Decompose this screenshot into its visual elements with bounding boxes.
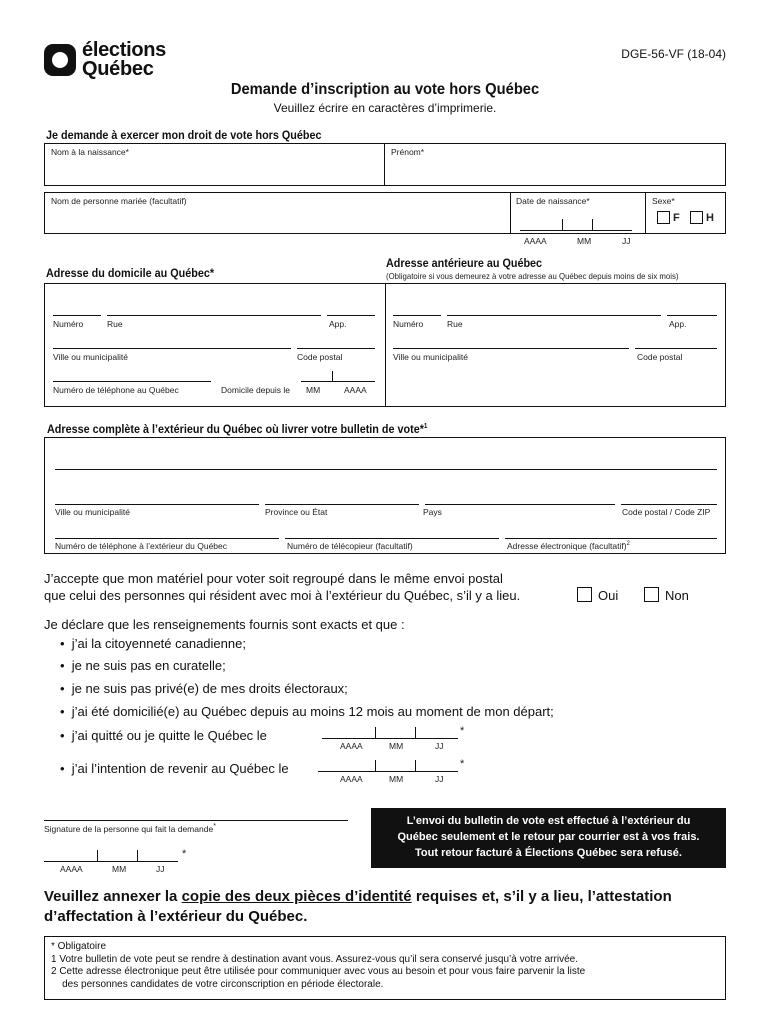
home-address-heading: Adresse du domicile au Québec*: [46, 266, 215, 280]
outside-postal-line: [621, 504, 717, 505]
home-street-line: [107, 315, 321, 316]
footnote-1: 1 Votre bulletin de vote peut se rendre à destination avant vous. Assurez-vous qu’il sera conservé jusqu’à votre arrivée.: [51, 953, 578, 965]
declaration-item: • j’ai l’intention de revenir au Québec le: [60, 761, 289, 776]
married-name-label: Nom de personne mariée (facultatif): [51, 196, 187, 206]
home-city-field[interactable]: [53, 330, 375, 348]
signature-star: *: [213, 823, 216, 830]
outside-postal-label: Code postal / Code ZIP: [622, 507, 711, 517]
outside-phone-label: Numéro de téléphone à l’extérieur du Québec: [55, 541, 227, 551]
declaration-item-text: je ne suis pas privé(e) de mes droits électoraux;: [71, 681, 348, 696]
signature-mm: MM: [112, 864, 127, 874]
outside-contact-fields[interactable]: [55, 518, 717, 537]
prev-street-field[interactable]: [393, 296, 717, 314]
home-since-line: [301, 381, 375, 382]
return-date-field[interactable]: [318, 755, 458, 771]
last-name-field[interactable]: [44, 152, 382, 184]
last-name-label: Nom à la naissance*: [51, 147, 129, 157]
yyyy-label: AAAA: [524, 236, 547, 246]
mm-label: MM: [577, 236, 592, 246]
sex-label: Sexe*: [652, 196, 675, 206]
addresses-box: [44, 283, 726, 407]
signature-yyyy: AAAA: [60, 864, 83, 874]
home-apt-label: App.: [329, 319, 347, 329]
declaration-item: • j’ai quitté ou je quitte le Québec le: [60, 728, 267, 743]
footnote-2: 2 Cette adresse électronique peut être utilisée pour communiquer avec vous au besoin et pour vous faire parvenir la liste: [51, 966, 586, 977]
declaration-item-text: j’ai quitté ou je quitte le Québec le: [71, 728, 267, 743]
home-phone-label: Numéro de téléphone au Québec: [53, 385, 179, 395]
prev-postal-label: Code postal: [637, 352, 683, 362]
footnotes-box: [44, 936, 726, 1000]
prev-city-label: Ville ou municipalité: [393, 352, 468, 362]
return-mm: MM: [389, 774, 404, 784]
outside-province-label: Province ou État: [265, 507, 328, 517]
birth-date-label: Date de naissance*: [516, 196, 590, 206]
divider: [645, 193, 646, 233]
outside-email-line: [505, 538, 717, 539]
declaration-item: • j’ai la citoyenneté canadienne;: [60, 636, 246, 651]
grouping-yes-checkbox[interactable]: [577, 587, 592, 602]
home-street-field[interactable]: [53, 296, 375, 314]
outside-city-label: Ville ou municipalité: [55, 507, 130, 517]
footnote-required: * Obligatoire: [51, 941, 107, 952]
annex-part-2: requises et, s’il y a lieu, l’attestation: [411, 888, 672, 905]
logo-wordmark: [82, 41, 166, 79]
prev-apt-label: App.: [669, 319, 687, 329]
home-phone-field[interactable]: [53, 364, 211, 381]
grouping-line-2: que celui des personnes qui résident avec moi à l’extérieur du Québec, s’il y a lieu.: [44, 588, 521, 603]
signature-field[interactable]: [44, 796, 348, 819]
sex-h-checkbox[interactable]: [690, 211, 703, 224]
grouping-no-label: Non: [665, 588, 689, 603]
footnote-ref-2: 2: [626, 541, 630, 548]
addresses-divider: [385, 284, 386, 406]
notice-line-3: Tout retour facturé à Élections Québec sera refusé.: [415, 847, 682, 859]
prev-postal-line: [635, 348, 717, 349]
outside-country-label: Pays: [423, 507, 442, 517]
home-postal-line: [297, 348, 375, 349]
departure-dd: JJ: [435, 741, 444, 751]
outside-street-field[interactable]: [55, 450, 717, 468]
annex-line-2: d’affectation à l’extérieur du Québec.: [44, 908, 308, 925]
home-phone-line: [53, 381, 211, 382]
signature-dd: JJ: [156, 864, 165, 874]
identity-heading: Je demande à exercer mon droit de vote hors Québec: [46, 128, 322, 142]
previous-address-note: (Obligatoire si vous demeurez à votre adresse au Québec depuis moins de six mois): [386, 271, 679, 281]
prev-city-line: [393, 348, 629, 349]
signature-label: [44, 823, 216, 834]
annex-part-1: Veuillez annexer la: [44, 888, 182, 905]
departure-star: *: [460, 725, 465, 737]
prev-street-label: Rue: [447, 319, 463, 329]
outside-address-heading: [47, 422, 427, 436]
declaration-item-text: j’ai la citoyenneté canadienne;: [71, 636, 246, 651]
grouping-no-checkbox[interactable]: [644, 587, 659, 602]
home-since-yyyy: AAAA: [344, 385, 367, 395]
outside-province-line: [265, 504, 419, 505]
outside-fax-line: [285, 538, 499, 539]
outside-phone-line: [55, 538, 279, 539]
logo-mark: [44, 44, 76, 76]
home-city-label: Ville ou municipalité: [53, 352, 128, 362]
outside-city-field[interactable]: [55, 484, 717, 503]
outside-city-line: [55, 504, 259, 505]
outside-email-label: [507, 541, 630, 551]
declaration-item: • je ne suis pas en curatelle;: [60, 658, 226, 673]
declaration-item-text: j’ai été domicilié(e) au Québec depuis au moins 12 mois au moment de mon départ;: [71, 704, 554, 719]
outside-address-heading-text: Adresse complète à l’extérieur du Québec où livrer votre bulletin de vote*: [47, 422, 424, 436]
notice-line-2: Québec seulement et le retour par courrier est à vos frais.: [397, 831, 700, 843]
return-yyyy: AAAA: [340, 774, 363, 784]
signature-date-star: *: [182, 848, 187, 860]
outside-country-line: [425, 504, 615, 505]
sex-f-checkbox[interactable]: [657, 211, 670, 224]
signature-label-text: Signature de la personne qui fait la demande: [44, 823, 214, 834]
annex-instruction: [44, 887, 734, 927]
declaration-item-text: j’ai l’intention de revenir au Québec le: [71, 761, 289, 776]
home-number-label: Numéro: [53, 319, 84, 329]
prev-city-field[interactable]: [393, 330, 717, 348]
grouping-yes-label: Oui: [598, 588, 619, 603]
departure-yyyy: AAAA: [340, 741, 363, 751]
married-name-field[interactable]: [51, 205, 506, 231]
logo-line-1: élections: [82, 39, 166, 61]
signature-line: [44, 820, 348, 821]
previous-address-heading: Adresse antérieure au Québec: [386, 256, 543, 270]
signature-date-line: [44, 861, 178, 862]
signature-date-field[interactable]: [44, 845, 178, 861]
departure-date-field[interactable]: [322, 722, 458, 738]
return-date-line: [318, 771, 458, 772]
logo-line-2: Québec: [82, 58, 154, 80]
declaration-item: • j’ai été domicilié(e) au Québec depuis au moins 12 mois au moment de mon départ;: [60, 704, 554, 719]
outside-address-box: [44, 437, 726, 554]
grouping-line-1: J’accepte que mon matériel pour voter soit regroupé dans le même envoi postal: [44, 571, 503, 586]
return-dd: JJ: [435, 774, 444, 784]
sex-f-label: F: [673, 212, 680, 224]
prev-number-line: [393, 315, 441, 316]
form-code: DGE-56-VF (18-04): [621, 47, 726, 61]
footnote-ref-1: 1: [423, 423, 428, 430]
dd-label: JJ: [622, 236, 631, 246]
home-since-field[interactable]: [301, 364, 375, 381]
outside-fax-label: Numéro de télécopieur (facultatif): [287, 541, 413, 551]
home-since-label: Domicile depuis le: [221, 385, 290, 395]
return-notice-box: [371, 808, 726, 868]
home-city-line: [53, 348, 291, 349]
annex-underlined: copie des deux pièces d’identité: [181, 888, 412, 905]
declaration-item: • je ne suis pas privé(e) de mes droits électoraux;: [60, 681, 348, 696]
notice-line-1: L’envoi du bulletin de vote est effectué à l’extérieur du: [406, 815, 691, 827]
married-name-box: [44, 192, 726, 234]
home-postal-label: Code postal: [297, 352, 343, 362]
home-number-line: [53, 315, 101, 316]
prev-street-line: [447, 315, 661, 316]
annex-line-1: [44, 887, 734, 907]
declaration-item-text: je ne suis pas en curatelle;: [71, 658, 226, 673]
sex-h-label: H: [706, 212, 714, 224]
page-title: Demande d’inscription au vote hors Québec: [230, 81, 540, 98]
return-star: *: [460, 758, 465, 770]
first-name-label: Prénom*: [391, 147, 425, 157]
home-apt-line: [327, 315, 375, 316]
home-since-mm: MM: [306, 385, 321, 395]
declaration-intro: Je déclare que les renseignements fournis sont exacts et que :: [44, 617, 405, 632]
prev-number-label: Numéro: [393, 319, 424, 329]
birth-date-field[interactable]: [520, 207, 632, 229]
departure-mm: MM: [389, 741, 404, 751]
divider: [510, 193, 511, 233]
page-subtitle: Veuillez écrire en caractères d’imprimerie.: [273, 101, 497, 115]
outside-email-label-text: Adresse électronique (facultatif): [507, 541, 627, 551]
home-street-label: Rue: [107, 319, 123, 329]
birth-date-line: [520, 230, 632, 231]
first-name-field[interactable]: [385, 152, 723, 184]
footnote-2-continued: des personnes candidates de votre circonscription en période électorale.: [51, 978, 384, 990]
outside-line-1: [55, 469, 717, 470]
departure-date-line: [322, 738, 458, 739]
prev-apt-line: [667, 315, 717, 316]
